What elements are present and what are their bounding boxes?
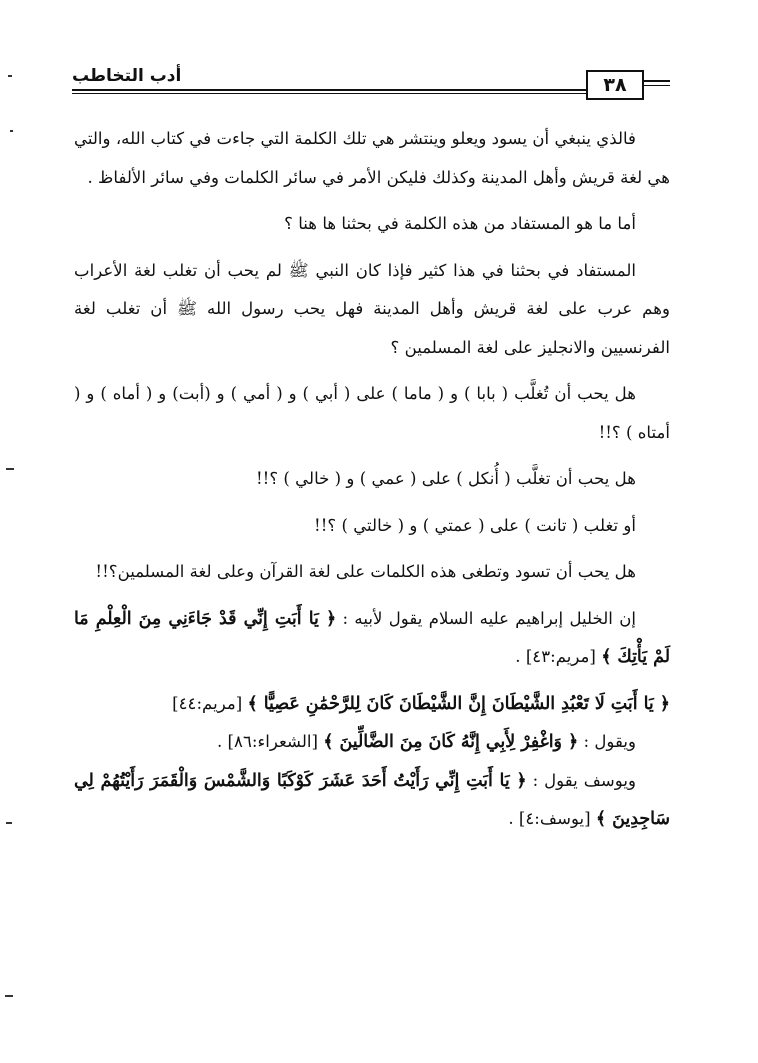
header-rule [72, 89, 588, 94]
paragraph-10 [74, 723, 670, 762]
quran-verse-maryam-43: ﴿ يَا أَبَتِ إِنِّي قَدْ جَاءَنِي مِنَ الْعِلْمِ مَا لَمْ يَأْتِكَ ﴾ [74, 608, 670, 667]
header-rule-tail [644, 80, 670, 86]
paragraph-11-intro: ويوسف يقول : [532, 770, 636, 790]
paragraph-1: فالذي ينبغي أن يسود ويعلو وينتشر هي تلك الكلمة التي جاءت في كتاب الله، والتي هي لغة قريش وأهل المدينة وكذلك فليكن الأمر في سائر الكلمات وفي سائر الألفاظ . [74, 129, 670, 187]
running-title: أدب التخاطب [72, 66, 182, 86]
verse-ref-yusuf-4: [يوسف:٤] . [508, 809, 591, 828]
paragraph-4: هل يحب أن تُغلَّب ( بابا ) و ( ماما ) على ( أبي ) و ( أمي ) و (أبت) و ( أماه ) و ( أمتاه ) ؟!! [74, 384, 670, 442]
scan-speck [6, 822, 12, 824]
scan-speck [10, 130, 13, 132]
paragraph-9 [74, 685, 670, 724]
paragraph-6: أو تغلب ( تانت ) على ( عمتي ) و ( خالتي ) ؟!! [314, 515, 636, 535]
page-number: ٣٨ [586, 70, 644, 100]
paragraph-2: أما ما هو المستفاد من هذه الكلمة في بحثنا ها هنا ؟ [284, 214, 636, 233]
verse-ref-maryam-44: [مريم:٤٤] [172, 693, 243, 713]
verse-ref-shuara-86: [الشعراء:٨٦] . [217, 732, 318, 751]
page-header [72, 62, 670, 102]
quran-verse-shuara-86: ﴿ وَاغْفِرْ لِأَبِي إِنَّهُ كَانَ مِنَ الضَّالِّينَ ﴾ [323, 732, 579, 752]
page-body [74, 120, 670, 839]
paragraph-5: هل يحب أن تغلَّب ( أُنكل ) على ( عمي ) و ( خالي ) ؟!! [256, 469, 636, 488]
quran-verse-maryam-44: ﴿ يَا أَبَتِ لَا تَعْبُدِ الشَّيْطَانَ إِنَّ الشَّيْطَانَ كَانَ لِلرَّحْمَٰنِ عَصِيًّا ﴾ [247, 693, 670, 714]
paragraph-8-intro: إن الخليل إبراهيم عليه السلام يقول لأبيه : [342, 608, 637, 628]
scan-speck [8, 75, 12, 77]
paragraph-8 [74, 600, 670, 677]
verse-ref-maryam-43: [مريم:٤٣] . [515, 647, 596, 666]
scan-speck [5, 995, 13, 997]
paragraph-11 [74, 762, 670, 839]
paragraph-7: هل يحب أن تسود وتطغى هذه الكلمات على لغة القرآن وعلى لغة المسلمين؟!! [95, 562, 636, 581]
paragraph-10-intro: ويقول : [583, 732, 636, 751]
paragraph-3: المستفاد في بحثنا في هذا كثير فإذا كان النبي ﷺ لم يحب أن تغلب لغة الأعراب وهم عرب على لغة قريش وأهل المدينة فهل يحب رسول الله ﷺ أن تغلب لغة الفرنسيين والانجليز على لغة المسلمين ؟ [74, 260, 670, 357]
scan-speck [6, 468, 14, 470]
quran-verse-yusuf-4: ﴿ يَا أَبَتِ إِنِّي رَأَيْتُ أَحَدَ عَشَرَ كَوْكَبًا وَالشَّمْسَ وَالْقَمَرَ رَأَيْتُهُمْ لِي سَاجِدِينَ ﴾ [74, 770, 670, 829]
